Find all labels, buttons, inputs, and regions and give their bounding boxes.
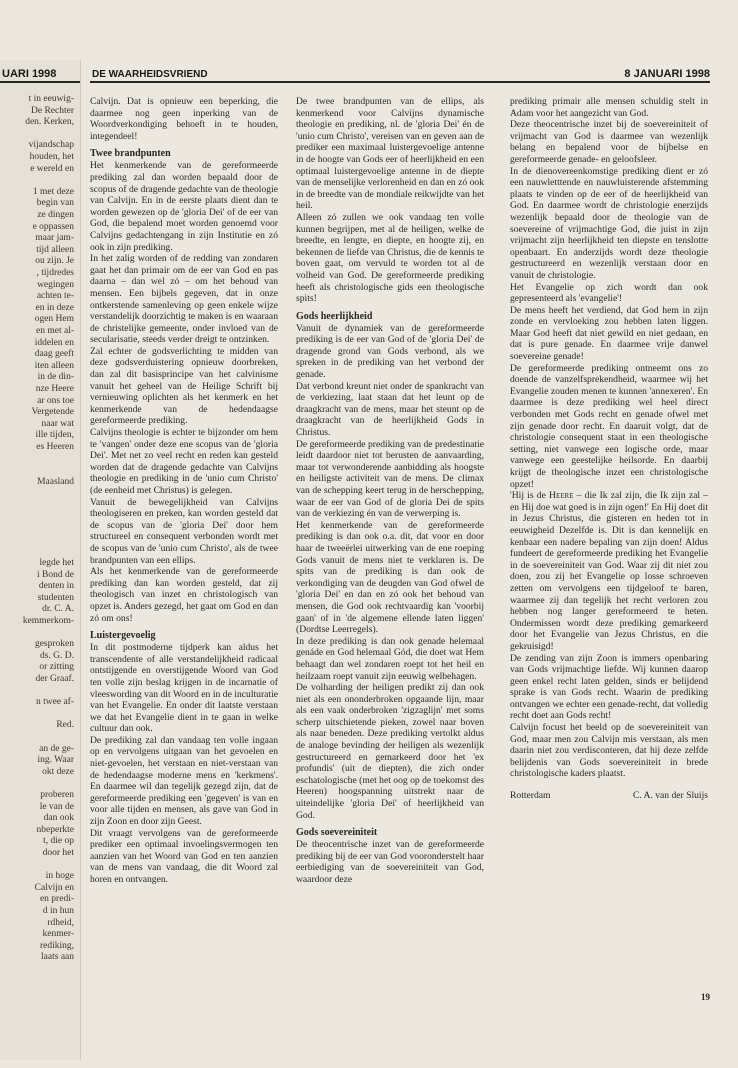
adjacent-page-strip — [0, 60, 81, 1060]
adjacent-page-line: e oppassen — [32, 221, 74, 232]
adjacent-page-line: ze dingen — [37, 210, 74, 220]
adjacent-page-line: studenten — [37, 592, 74, 603]
adjacent-page-line: ds. G. D. — [39, 650, 74, 661]
adjacent-page-line: ing. Waar — [37, 755, 74, 766]
signoff — [510, 790, 708, 802]
page-header — [0, 66, 738, 86]
paragraph: Het kenmerkende van de gereformeerde prediking is dan ook o.a. dit, dat voor en door haar de tweeërlei uitwerking van de ene roeping Gods vanuit de mens niet te verklaren is. De spits van de prediking is dan ook de verkondiging van de deugden van God ofwel de 'gloria Dei' en dan en zó ook het behoud van mensen, die God ook rechtvaardig kan 'voorbij gaan' of in 'de algemene ellende laten liggen' (Dordtse Leerregels). — [296, 519, 484, 636]
adjacent-page-line: houden, het — [29, 152, 74, 162]
column-2 — [296, 96, 484, 886]
section-heading: Twee brandpunten — [90, 148, 171, 160]
adjacent-page-line: gesproken — [34, 639, 74, 650]
adjacent-page-line: ogen Hem — [34, 314, 74, 325]
adjacent-page-line: achten te- — [36, 291, 74, 302]
adjacent-page-line: or zitting — [39, 662, 74, 673]
paragraph: Dat verbond kreunt niet onder de spankracht van de verkiezing, laat staan dat het leunt op de draagkracht van de mens, maar het steunt op de draagkracht van de heerlijkheid Gods in Christus. — [296, 380, 484, 439]
adjacent-page-line: rdheid, — [47, 917, 74, 928]
paragraph: In de dienovereenkomstige prediking dient er zó een nauwletttende en nauwluisterende afstemming plaats te vinden op de eer of de heerlijkheid van God. En daarmee wordt de christologie enerzijds wezenlijk bepaald door de theologie van de soevereine of vrijmachtige God, die juist in zijn vrijmacht zijn heerlijkheid ten diepste en tenslotte openbaart. En anderzijds wordt deze theologie gestructureerd en wezenlijk verstaan door en vanuit de christologie. — [510, 165, 708, 281]
paragraph: Vanuit de bewegelijkheid van Calvijns theologiseren en preken, kan worden gesteld dat de scopus van de 'gloria Dei' door hem structureel en consequent verbonden wordt met de scopus van de 'unio cum Christo', als de twee brandpunten van een ellips. — [90, 496, 278, 566]
paragraph: De theocentrische inzet van de gereformeerde prediking bij de eer van God vooronderstelt haar eerbiediging van de soevereiniteit van God, waardoor deze — [296, 839, 484, 885]
paragraph: De volharding der heiligen predikt zij dan ook niet als een ononderbroken opgaande lijn, maar als een vaak onderbroken 'zigzaglijn' met soms scherp uitschietende pieken, zowel naar boven als naar beneden. Deze prediking vertolkt aldus de analoge bevinding der heiligen als wezenlijk gestructureerd en gemarkeerd door het 'ex profundis' (uit de diepten), die zich onder eschatologische (met het oog op de toekomst des Heeren) hoogspanning uitstrekt naar de uiteindelijke 'gloria Dei' of heerlijkheid van God. — [296, 682, 484, 821]
adjacent-page-line: legde het — [39, 558, 74, 568]
column-3 — [510, 96, 708, 802]
paragraph: Calvijns theologie is echter te bijzonder om hem te 'vangen' onder deze ene scopus van de 'gloria Dei'. Met net zo veel recht en reden kan gesteld worden dat de dragende gedachte van Calvijns theologie en prediking in de 'unio cum Christo' (de eenheid met Christus) is gelegen. — [90, 427, 278, 496]
paragraph: Dit vraagt vervolgens van de gereformeerde prediker een optimaal invoelingsvermogen ten aanzien van het Woord van God en ten aanzien van de mens van vandaag, die dit Woord zal horen en ontvangen. — [90, 827, 278, 885]
paragraph: De twee brandpunten van de ellips, als kenmerkend voor Calvijns dynamische theologie en prediking, nl. de 'gloria Dei' én de 'unio cum Christo', vereisen van en geven aan de prediker een maximaal luistergevoelige antenne in de hoogte van Gods eer of heerlijkheid en een optimaal luistergevoelige antenne in de diepte van de menselijke verlorenheid en dan en zó ook in de breedte van de mondiale reikwijdte van het heil. — [296, 96, 484, 212]
adjacent-page-line: e wereld en — [30, 163, 74, 174]
section-heading: Luistergevoelig — [90, 630, 156, 642]
heere-small-caps: Heere — [549, 490, 574, 502]
adjacent-page-line: Maasland — [37, 476, 74, 487]
adjacent-page-line: i Bond de — [37, 569, 74, 580]
adjacent-page-line: rediking, — [39, 940, 74, 951]
adjacent-page-line: ou zijn. Je — [35, 256, 74, 267]
column-1 — [90, 96, 278, 886]
adjacent-page-line: door het — [42, 848, 74, 858]
adjacent-page-line: dr. C. A. — [42, 604, 74, 615]
adjacent-page-line: t, die op — [43, 836, 74, 847]
adjacent-page-line: Vergetende — [31, 407, 74, 418]
adjacent-page-line: laats aan — [41, 952, 74, 963]
paragraph: Vanuit de dynamiek van de gereformeerde prediking is de eer van God of de 'gloria Dei' de dragende grond van Gods verbond, als we spreken in de prediking van het verbond der genade. — [296, 322, 484, 381]
adjacent-page-line: iten alleen — [34, 360, 74, 371]
paragraph: Zal echter de godsverlichting te midden van deze godsverduistering opnieuw doorbreken, dan zal dit basisprincipe van het calvinisme vanuit het geheel van de Heilige Schrift bij vernieuwing oplichten als het kenmerk en het kenmerkende van de hedendaagse gereformeerde prediking. — [90, 345, 278, 427]
section-heading: Gods heerlijkheid — [296, 310, 373, 322]
adjacent-page-line: Calvijn en — [34, 882, 74, 893]
adjacent-page-line: nze Heere — [35, 384, 74, 394]
adjacent-page-line: n twee af- — [36, 697, 74, 708]
paragraph: Het Evangelie op zich wordt dan ook gepresenteerd als 'evangelie'! — [510, 281, 708, 305]
adjacent-page-line: 1 met deze — [32, 186, 74, 197]
adjacent-page-line: en predi- — [39, 894, 74, 905]
adjacent-page-line: an de ge- — [39, 743, 74, 754]
signoff-author: C. A. van der Sluijs — [632, 790, 708, 802]
adjacent-page-line: , tijdredes — [36, 268, 74, 278]
adjacent-page-line: daag geeft — [34, 349, 74, 360]
quote-start: 'Hij is de — [510, 490, 550, 502]
paragraph: De gereformeerde prediking ontneemt ons zo doende de vanzelfsprekendheid, waarmee wij het Evangelie zouden menen te kunnen 'annexeren'. En daarmee is deze prediking wel heel direct verbonden met Gods recht en genade ofwel met zijn genade door recht. En daaruit volgt, dat de christologie consequent staat in een theologische setting, niet vanwege een logische orde, maar vanwege een geestelijke heilsorde. En daarbij krijgt de theologische inzet een christologische opzet! — [510, 362, 708, 490]
adjacent-page-line: Red. — [56, 720, 74, 731]
adjacent-page-date: UARI 1998 — [2, 68, 57, 80]
quote-rest: – die Ik zal zijn, die Ik zijn zal – en Hij doe wat goed is in zijn ogen!' En Hij doet dit in Jezus Christus, die gisteren en heden tot in eeuwigheid Dezelfde is. Dit is dan kennelijk en kenbaar een nadere bepaling van zijn doen! Aldus fundeert de gereformeerde prediking het Evangelie in de soevereiniteit van God. Waar zij dit niet zou doen, zou zij het Evangelie op losse schroeven zetten om vervolgens een tijdgeloof te baren, waarmee zij dan tegelijk het recht verloren zou hebben nog langer gereformeerd te heten. Ondermissen wordt deze prediking gemarkeerd door het Evangelie van Jezus Christus, en die gekruisigd! — [510, 490, 709, 652]
adjacent-page-line: dan ook — [43, 813, 74, 824]
adjacent-page-line: tijd alleen — [36, 244, 74, 255]
paragraph: In deze prediking is dan ook genade helemaal genáde en God helemaal Gód, die doet wat Hem behaagt dan wel zondaren roept tot het heil en heilzaam roept vanuit zijn eeuwig welbehagen. — [296, 635, 484, 682]
page-number: 19 — [701, 992, 710, 1002]
adjacent-page-line: t in eeuwig- — [28, 94, 74, 104]
adjacent-page-line: begin van — [36, 198, 74, 209]
paragraph: Deze theocentrische inzet bij de soevereiniteit of vrijmacht van God is daarmee van wezenlijk belang en bepalend voor de bijbelse en gereformeerde genade- en geloofsleer. — [510, 119, 708, 165]
paragraph: De mens heeft het verdiend, dat God hem in zijn zonde en vervloeking zou hebben laten liggen. Maar God heeft dat niet gewild en niet gedaan, en dat is pure genade. En daarmee vrije danwel soevereine genade! — [510, 304, 708, 363]
paragraph: De zending van zijn Zoon is immers openbaring van Gods vrijmachtige liefde. Wij kunnen daarop geen enkel recht laten gelden, sinds er belijdend sprake is van Gods recht. Waarin de prediking ontvangen we echter een genade-recht, dat volledig recht doet aan Gods recht! — [510, 652, 708, 722]
paragraph: Alleen zó zullen we ook vandaag ten volle kunnen begrijpen, met al de heiligen, welke de breedte, en lengte, en diepte, en hoogte zij, en bekennen de liefde van Christus, die de kennis te boven gaat, om vervuld te worden tot al de volheid van God. De gereformeerde prediking heeft als christologische gids een theologische spits! — [296, 211, 484, 305]
adjacent-page-line: ille tijden, — [35, 430, 74, 441]
adjacent-page-line: en met al- — [36, 326, 74, 336]
adjacent-page-line: wegingen — [37, 279, 74, 290]
paragraph: In dit postmoderne tijdperk kan aldus het transcendente of alle verstandelijkheid radicaal ontstijgende en overstijgende Woord van God ten volle zijn beslag krijgen in de incarnatie of vleeswording van dit Woord en in de inculturatie van het Evangelie. En onder dit laatste verstaan we dat het Evangelie dient in te gaan in welke cultuur dan ook. — [90, 642, 278, 735]
paragraph — [510, 490, 708, 652]
adjacent-page-line: proberen — [40, 790, 74, 800]
adjacent-page-line: denten in — [38, 581, 74, 592]
adjacent-page-line: kemmerkom- — [22, 616, 74, 626]
adjacent-page-line: nbeperkte — [36, 824, 74, 835]
adjacent-page-line: den. Kerken, — [25, 117, 74, 128]
adjacent-page-line: le van de — [39, 801, 74, 812]
paragraph: In het zalig worden of de redding van zondaren gaat het dan primair om de eer van God en pas daarna – dan wel zó – om het behoud van mensen. Een bijbels gegeven, dat in onze ontkerstende samenleving op geen enkele wijze verstandelijk doorzichtig te maken is en waaraan de christelijke gemeente, onder invloed van de secularisatie, steeds verder dreigt te ontzinken. — [90, 253, 278, 346]
publication-title: DE WAARHEIDSVRIEND — [92, 69, 208, 80]
paragraph: De gereformeerde prediking van de predestinatie leidt daardoor niet tot berusten de aanvaarding, maar tot verwonderende aanbidding als hoogste en heiligste activiteit van de mens. De climax van de schepping keert terug in de herschepping, waar de eer van God of de gloria Dei de spits van de verkiezing én van de verwerping is. — [296, 438, 484, 520]
adjacent-page-line: es Heeren — [36, 442, 74, 452]
paragraph: prediking primair alle mensen schuldig stelt in Adam voor het aangezicht van God. — [510, 96, 708, 119]
paragraph: Het kenmerkende van de gereformeerde prediking zal dan worden bepaald door de scopus of de dragende gedachte van de theologie van Calvijn. En in de eerste plaats dient dan te worden gewezen op de 'gloria Dei' of de eer van God, die bepalend moet worden genoemd voor Calvijns gedachtengang in zijn Institutie en zó ook in zijn prediking. — [90, 160, 278, 253]
adjacent-page-line: naar wat — [41, 418, 74, 429]
section-heading: Gods soevereiniteit — [296, 827, 378, 839]
issue-date: 8 JANUARI 1998 — [624, 68, 710, 80]
adjacent-page-line: okt deze — [42, 766, 74, 777]
adjacent-page-line: ar ons toe — [37, 395, 74, 406]
adjacent-page-line: De Rechter — [31, 105, 74, 116]
adjacent-page-line: in hoge — [45, 871, 74, 882]
adjacent-page-line: en in deze — [35, 302, 74, 313]
adjacent-page-line: iddelen en — [34, 337, 74, 348]
adjacent-page-line: d in hun — [42, 906, 74, 916]
adjacent-page-line: in de din- — [37, 372, 74, 383]
signoff-place: Rotterdam — [510, 790, 551, 802]
paragraph: Als het kenmerkende van de gereformeerde prediking dan kan worden gesteld, dat zij theologisch van inzet en christologisch van opzet is. Anders gezegd, het gaat om God en dan zó om ons! — [90, 566, 278, 624]
paragraph: De prediking zal dan vandaag ten volle ingaan op en vervolgens uitgaan van het gevoelen en niet-gevoelen, het verstaan en niet-verstaan van de hedendaagse moderne mens en 'kerkmens'. En daarmee wil dan tegelijk gezegd zijn, dat de gereformeerde prediking een 'gegeven' is van en voor alle tijden en mensen, als gave van God in zijn Zoon en door zijn Geest. — [90, 734, 278, 828]
header-rule — [90, 81, 710, 83]
adjacent-page-line: maar jam- — [35, 233, 74, 244]
adjacent-page-line: vijandschap — [28, 140, 74, 151]
adjacent-page-line: kenmer- — [42, 929, 74, 940]
paragraph: Calvijn focust het beeld op de soevereiniteit van God, maar men zou Calvijn mis verstaan, als men daarin niet zou verdisconteren, dat hij deze zelfde belijdenis van Gods soevereiniteit in brede christologische kaders plaatst. — [510, 722, 708, 780]
paragraph: Calvijn. Dat is opnieuw een beperking, die daarmee nog geen inperking van de Woordverkondiging behoeft in te houden, integendeel! — [90, 96, 278, 142]
header-rule-left — [0, 81, 80, 83]
adjacent-page-line: der Graaf. — [35, 674, 74, 684]
